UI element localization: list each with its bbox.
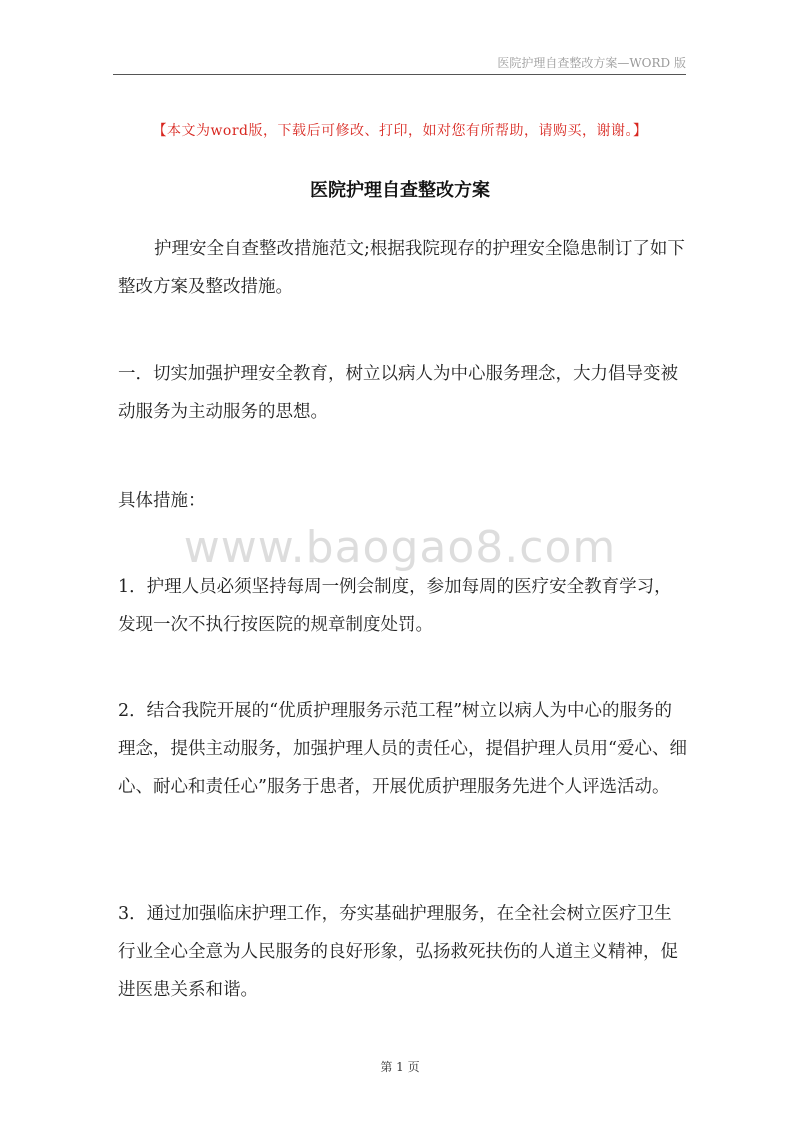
document-title: 医院护理自查整改方案 xyxy=(310,180,490,201)
intro-paragraph: 护理安全自查整改措施范文;根据我院现存的护理安全隐患制订了如下整改方案及整改措施。 xyxy=(118,239,685,297)
measure-item-2: 2．结合我院开展的“优质护理服务示范工程”树立以病人为中心的服务的理念，提供主动服务，加强护理人员的责任心，提倡护理人员用“爱心、细心、耐心和责任心”服务于患者，开展优质护理服务先进个人评选活动。 xyxy=(118,701,687,797)
watermark: www.baogao8.com xyxy=(183,522,617,573)
page-number: 第 1 页 xyxy=(380,1060,420,1074)
purchase-notice: 【本文为word版，下载后可修改、打印，如对您有所帮助，请购买，谢谢。】 xyxy=(152,123,648,139)
running-header: 医院护理自查整改方案—WORD 版 xyxy=(497,56,686,70)
measure-item-3: 3．通过加强临床护理工作，夯实基础护理服务，在全社会树立医疗卫生行业全心全意为人民服务的良好形象，弘扬救死扶伤的人道主义精神，促进医患关系和谐。 xyxy=(118,904,678,1000)
header-divider xyxy=(113,74,686,75)
measure-item-1: 1．护理人员必须坚持每周一例会制度，参加每周的医疗安全教育学习，发现一次不执行按医院的规章制度处罚。 xyxy=(118,577,672,635)
measures-heading: 具体措施： xyxy=(118,491,206,511)
section-1-heading: 一．切实加强护理安全教育，树立以病人为中心服务理念，大力倡导变被动服务为主动服务的思想。 xyxy=(118,364,678,422)
